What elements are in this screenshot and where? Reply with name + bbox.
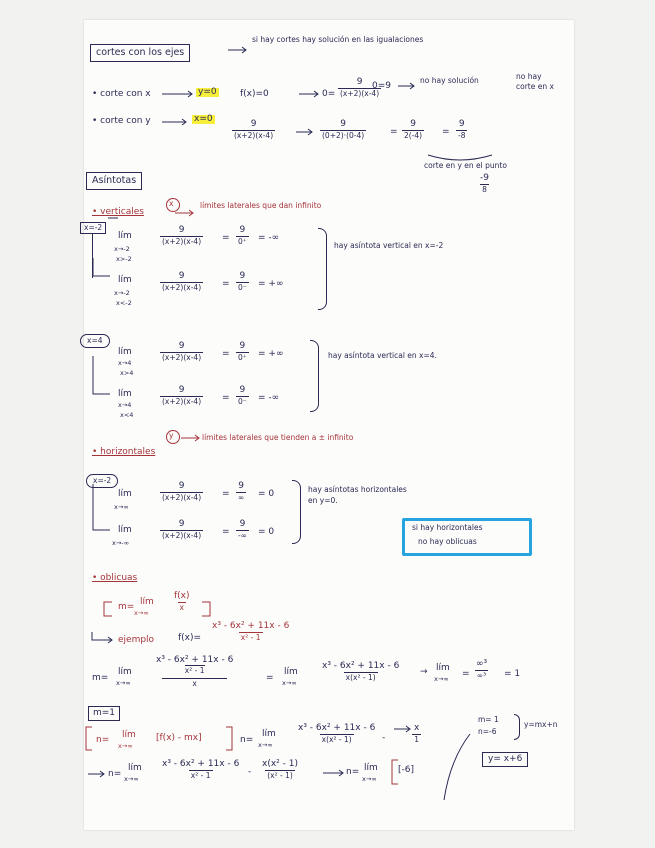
vertical-tag-1: x=-2 [80,222,106,234]
corte-x-result: 0=9 [372,81,391,91]
n-final-result-lim: lím [364,763,378,773]
corte-x-label: • corte con x [92,89,151,99]
corte-y-fraction-1: 9 (x+2)(x-4) [234,119,274,140]
m-calc-eq2-lim: lím [284,667,298,677]
n-final-result: [-6] [398,765,414,775]
asintotas-title: Asíntotas [86,172,142,190]
n-calc-x-fraction: x 1 [414,723,420,744]
summary-eq: y=mx+n [524,720,558,729]
ejemplo-fraction: x³ - 6x² + 11x - 6 x² - 1 [212,621,290,642]
corte-x-conclusion: no hay solución [420,76,479,85]
lim-d-result: = -∞ [258,393,280,403]
vertical-tag-2: x=4 [80,334,110,348]
corte-y-label: • corte con y [92,116,151,126]
horizontales-desc: límites laterales que tienden a ± infinito [202,433,354,442]
equals-sign: = [442,127,450,137]
m-calc-eq2-fraction: x³ - 6x² + 11x - 6 x(x² - 1) [322,661,400,682]
equals-sign: = [222,489,230,499]
vertical-bracket-1 [92,234,99,278]
vertical-conclusion-1: hay asíntota vertical en x=-2 [334,241,444,250]
m-calc-lim: lím [118,667,132,677]
n-calc-lim: lím [262,729,276,739]
summary-brace [514,714,520,740]
m-calc-result: = 1 [504,669,521,679]
lim-a-result-fraction: 9 0⁺ [238,225,247,246]
equals-sign: = [222,349,230,359]
corte-x-eq1: f(x)=0 [240,89,269,99]
equals-sign: = [222,279,230,289]
lim-d-fraction: 9 (x+2)(x-4) [162,385,202,406]
m-calc-num: x³ - 6x² + 11x - 6 [156,655,234,665]
lim-a-lim: lím [118,231,132,241]
corte-x-note: no hay corte en x [516,72,554,91]
verticales-circle-letter: x [169,199,174,208]
lim-c-result: = +∞ [258,349,284,359]
lim-c-sub2: x>4 [120,369,134,377]
lim-h-a-lim: lím [118,489,132,499]
verticales-desc: límites laterales que dan infinito [200,201,322,210]
n-final-minus: - [248,767,252,777]
horizontal-note-line1: si hay horizontales [412,523,483,532]
horizontal-tag: x=-2 [86,474,118,488]
ejemplo-label: ejemplo [118,635,155,645]
corte-y-fraction-4: 9 -8 [458,119,466,140]
horizontal-brace [292,480,301,544]
lim-h-a-result: = 0 [258,489,275,499]
lim-h-b-lim: lím [118,525,132,535]
n-calc-minus: - [382,733,386,743]
lim-b-sub1: x→-2 [114,289,130,297]
verticales-label: • verticales [92,207,144,217]
final-equation: y= x+6 [482,752,528,767]
corte-y-point: -9 8 [480,173,489,194]
lim-h-b-sub: x→-∞ [112,539,130,547]
n-final-fraction: x³ - 6x² + 11x - 6 x² - 1 [162,759,240,780]
n-final-x-fraction: x(x² - 1) (x² - 1) [262,759,298,780]
equals-sign: = [222,233,230,243]
m-calc-eq2-sub: x→∞ [282,679,297,687]
n-final-result-lhs: n= [346,767,360,777]
n-def-expr: [f(x) - mx] [156,733,202,743]
m-calc-sub: x→∞ [116,679,131,687]
m-result: m=1 [88,706,120,721]
m-calc-num-den: x² - 1 [184,666,205,675]
equals-sign: = [222,393,230,403]
lim-d-sub1: x→4 [118,401,132,409]
lim-b-sub2: x<-2 [116,299,132,307]
vertical-conclusion-2: hay asíntota vertical en x=4. [328,351,437,360]
m-def-lim: lím [140,597,154,607]
equals-sign: = [462,669,470,679]
equals-sign: = [222,527,230,537]
m-calc-lhs: m= [92,673,109,683]
m-calc-eq3-sub: x→∞ [434,675,449,683]
arrow-glyph: → [420,667,428,677]
summary-m: m= 1 [478,715,499,724]
vertical-brace-2 [310,340,319,412]
corte-y-fraction-3: 9 2(-4) [404,119,423,140]
lim-c-result-fraction: 9 0⁺ [238,341,247,362]
n-calc-fraction: x³ - 6x² + 11x - 6 x(x² - 1) [298,723,376,744]
summary-n: n=-6 [478,727,497,736]
m-calc-eq3-lim: lím [436,663,450,673]
horizontales-label: • horizontales [92,447,156,457]
lim-a-fraction: 9 (x+2)(x-4) [162,225,202,246]
equals-sign: = [390,127,398,137]
horizontal-note-line2: no hay oblicuas [418,537,477,546]
n-def-lhs: n= [96,735,110,745]
corte-x-condition: y=0 [198,87,217,97]
m-calc-den: x [162,678,226,688]
lim-h-a-fraction: 9 (x+2)(x-4) [162,481,202,502]
n-final-lhs: n= [108,769,122,779]
horizontales-circle-letter: y [169,431,174,440]
corte-x-fraction: 9 (x+2)(x-4) [340,77,380,98]
m-def-fraction: f(x) x [174,591,190,612]
oblicuas-label: • oblicuas [92,573,138,583]
lim-b-fraction: 9 (x+2)(x-4) [162,271,202,292]
corte-x-eq2-lhs: 0= [322,89,336,99]
cortes-intro: si hay cortes hay solución en las igualaciones [252,35,424,44]
horizontal-conclusion: hay asíntotas horizontales en y=0. [308,485,407,506]
n-calc-sub: x→∞ [258,741,273,749]
lim-a-sub1: x→-2 [114,245,130,253]
lim-a-sub2: x>-2 [116,255,132,263]
n-final-lim: lím [128,763,142,773]
corte-y-note: corte en y en el punto [424,161,507,170]
m-def-lhs: m= [118,602,135,612]
lim-h-a-sub: x→∞ [114,503,129,511]
n-def-lim: lím [122,730,136,740]
equals-sign: = [266,673,274,683]
m-calc-compound-fraction [156,656,233,687]
lim-c-sub1: x→4 [118,359,132,367]
lim-d-result-fraction: 9 0⁻ [238,385,247,406]
lim-a-result: = -∞ [258,233,280,243]
lim-d-sub2: x<4 [120,411,134,419]
n-final-result-sub: x→∞ [362,775,377,783]
corte-y-condition: x=0 [194,114,213,124]
n-final-sub: x→∞ [124,775,139,783]
m-def-sub: x→∞ [134,609,149,617]
n-def-sub: x→∞ [118,742,133,750]
lim-h-b-result: = 0 [258,527,275,537]
ejemplo-lhs: f(x)= [178,633,202,643]
lim-d-lim: lím [118,389,132,399]
corte-y-fraction-2: 9 (0+2)·(0-4) [322,119,365,140]
lim-b-lim: lím [118,275,132,285]
lim-h-a-result-fraction: 9 ∞ [238,481,245,502]
lim-b-result-fraction: 9 0⁻ [238,271,247,292]
cortes-title: cortes con los ejes [90,44,190,62]
lim-c-lim: lím [118,347,132,357]
lim-h-b-result-fraction: 9 -∞ [238,519,247,540]
n-calc-lhs: n= [240,735,254,745]
vertical-brace-1 [318,228,327,310]
lim-c-fraction: 9 (x+2)(x-4) [162,341,202,362]
m-calc-eq3-fraction: ∞³ ∞³ [476,659,488,680]
lim-h-b-fraction: 9 (x+2)(x-4) [162,519,202,540]
lim-b-result: = +∞ [258,279,284,289]
